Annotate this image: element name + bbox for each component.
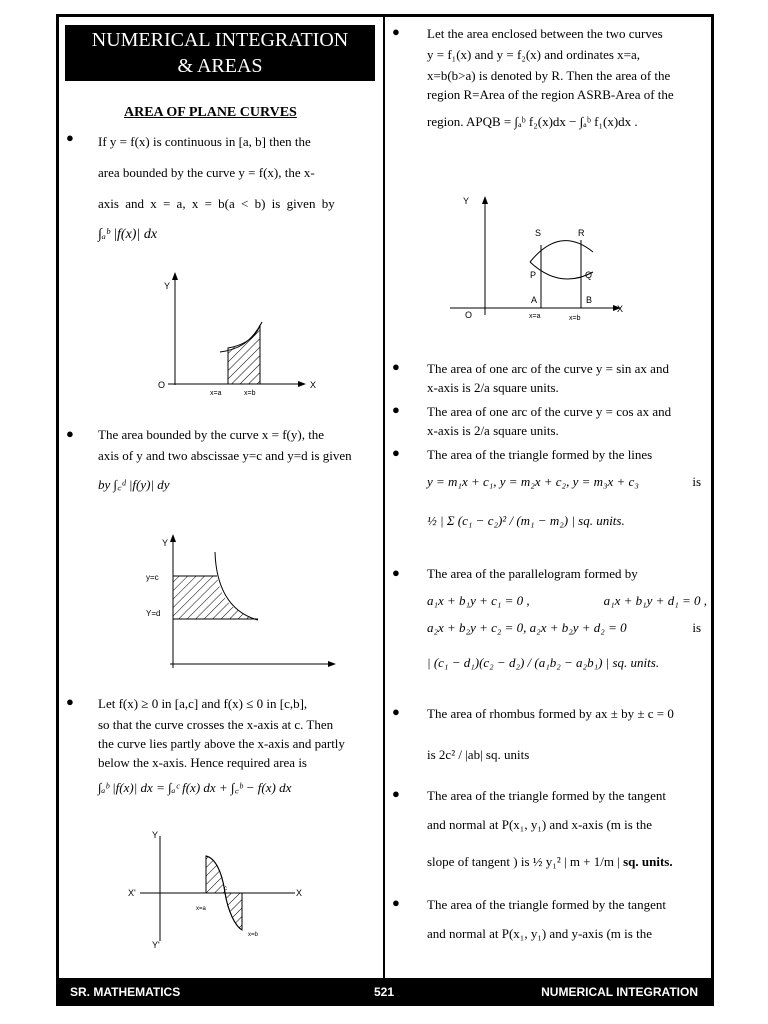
- shaded-region-above: [206, 856, 225, 893]
- left-para-1: [98, 132, 380, 244]
- y-axis-arrow: [482, 196, 488, 204]
- formula: region. APQB = ∫ₐᵇ f₂(x)dx − ∫ₐᵇ f₁(x)dx .: [427, 114, 638, 129]
- page-footer: [56, 978, 714, 1006]
- text-line: The area of the triangle formed by the lines: [427, 447, 653, 462]
- text-line: Let the area enclosed between the two curves: [427, 26, 663, 41]
- tick-label: x=b: [248, 932, 258, 938]
- text-fragment: is: [692, 620, 701, 635]
- text-line: the curve lies partly above the x-axis and partly: [98, 736, 345, 751]
- text-line: The area of one arc of the curve y = sin ax and: [427, 361, 669, 376]
- shaded-region: [173, 576, 258, 619]
- bullet-icon: ●: [392, 565, 400, 580]
- text-line: Let f(x) ≥ 0 in [a,c] and f(x) ≤ 0 in [c,b],: [98, 696, 308, 711]
- shaded-region-below: [225, 893, 242, 930]
- bullet-icon: ●: [66, 694, 74, 709]
- formula: a₁x + b₁y + d₁ = 0 ,: [603, 593, 707, 608]
- axis-label: Y: [463, 196, 470, 206]
- text-line: The area of one arc of the curve y = cos ax and: [427, 404, 672, 419]
- page-number: 521: [374, 985, 395, 999]
- origin-label: O: [158, 380, 166, 390]
- tick-label: x=a: [196, 906, 206, 912]
- text-line: y = f₁(x) and y = f₂(x) and ordinates x=a,: [427, 47, 640, 62]
- right-para-1: [427, 24, 707, 131]
- tick-label: Y=d: [146, 609, 161, 618]
- curve-f2: [530, 241, 593, 262]
- origin-label: O: [465, 310, 473, 320]
- title-line-2: & AREAS: [177, 55, 263, 77]
- bullet-icon: ●: [392, 704, 400, 719]
- axis-label: Y: [152, 830, 159, 840]
- text-fragment: sq. units.: [623, 854, 673, 869]
- bullet-icon: ●: [392, 895, 400, 910]
- bullet-icon: ●: [392, 359, 400, 374]
- tick-label: x=a: [210, 390, 222, 397]
- formula: slope of tangent ) is ½ y₁² | m + 1/m |: [427, 854, 620, 869]
- point-label: S: [535, 228, 542, 238]
- text-line: axis and x = a, x = b(a < b) is given by: [98, 196, 335, 211]
- bullet-icon: ●: [66, 426, 74, 441]
- text-line: region R=Area of the region ASRB-Area of the: [427, 87, 674, 102]
- axis-label: Y': [152, 940, 160, 950]
- right-para-4: [427, 445, 707, 530]
- text-line: so that the curve crosses the x-axis at c. Then: [98, 717, 334, 732]
- point-label: Q: [585, 270, 593, 280]
- point-label: R: [578, 228, 585, 238]
- text-line: The area of the parallelogram formed by: [427, 566, 638, 581]
- bullet-icon: ●: [392, 786, 400, 801]
- section-heading: AREA OF PLANE CURVES: [124, 105, 297, 120]
- tick-label: x=b: [244, 390, 256, 397]
- text-line: The area of the triangle formed by the tangent: [427, 897, 666, 912]
- text-line: The area bounded by the curve x = f(y), the: [98, 427, 325, 442]
- formula: ∫ₐᵇ |f(x)| dx: [98, 227, 158, 242]
- formula: a₂x + b₂y + c₂ = 0, a₂x + b₂y + d₂ = 0: [427, 620, 627, 635]
- bullet-icon: ●: [392, 24, 400, 39]
- footer-right: NUMERICAL INTEGRATION: [541, 985, 698, 999]
- tick-label: c: [224, 886, 227, 892]
- left-para-2: [98, 425, 380, 494]
- right-para-7: [427, 786, 707, 871]
- point-label: P: [530, 270, 537, 280]
- graph-between-curves: [445, 190, 635, 325]
- left-para-3: [98, 694, 380, 797]
- formula: ∫ₐᵇ |f(x)| dx = ∫ₐᶜ f(x) dx + ∫꜀ᵇ − f(x) dx: [98, 780, 292, 795]
- column-divider: [383, 14, 385, 978]
- right-para-5: [427, 564, 707, 672]
- bullet-icon: ●: [392, 445, 400, 460]
- text-line: x-axis is 2/a square units.: [427, 423, 559, 438]
- axis-label: Y: [162, 538, 169, 548]
- tick-label: x=a: [529, 313, 541, 320]
- right-para-2: [427, 359, 707, 397]
- formula: y = m₁x + c₁, y = m₂x + c₂, y = m₃x + c₃: [427, 474, 639, 489]
- formula: by ∫꜀ᵈ |f(y)| dy: [98, 477, 170, 492]
- text-line: If y = f(x) is continuous in [a, b] then the: [98, 134, 311, 149]
- x-axis-arrow: [298, 381, 306, 387]
- formula: a₁x + b₁y + c₁ = 0 ,: [427, 593, 530, 608]
- formula: ½ | Σ (c₁ − c₂)² / (m₁ − m₂) | sq. units.: [427, 513, 625, 528]
- text-line: The area of the triangle formed by the tangent: [427, 788, 666, 803]
- point-label: A: [531, 295, 538, 305]
- text-line: The area of rhombus formed by ax ± by ± c = 0: [427, 706, 674, 721]
- axis-label: X: [310, 380, 317, 390]
- bullet-icon: ●: [66, 130, 74, 145]
- right-para-6: [427, 704, 707, 764]
- text-line: below the x-axis. Hence required area is: [98, 755, 307, 770]
- y-axis-arrow: [172, 272, 178, 280]
- y-axis-arrow: [170, 534, 176, 542]
- text-line: area bounded by the curve y = f(x), the x-: [98, 165, 315, 180]
- graph-area-y-axis: [140, 530, 350, 675]
- formula: is 2c² / |ab| sq. units: [427, 747, 530, 762]
- tick-label: x=b: [569, 315, 581, 322]
- title-line-1: NUMERICAL INTEGRATION: [91, 29, 349, 51]
- bullet-icon: ●: [392, 402, 400, 417]
- tick-label: y=c: [146, 573, 159, 582]
- page-title: [65, 25, 375, 81]
- right-para-8: [427, 895, 707, 943]
- text-fragment: is: [692, 474, 701, 489]
- point-label: B: [586, 295, 593, 305]
- right-para-3: [427, 402, 707, 440]
- text-line: x-axis is 2/a square units.: [427, 380, 559, 395]
- axis-label: X': [128, 888, 136, 898]
- axis-label: Y: [164, 281, 171, 291]
- graph-area-under-curve: [150, 270, 320, 400]
- text-line: and normal at P(x₁, y₁) and x-axis (m is the: [427, 817, 652, 832]
- text-line: and normal at P(x₁, y₁) and y-axis (m is the: [427, 926, 652, 941]
- x-axis-arrow: [328, 661, 336, 667]
- footer-left: SR. MATHEMATICS: [70, 985, 181, 999]
- shaded-region: [228, 325, 260, 384]
- text-line: axis of y and two abscissae y=c and y=d is given: [98, 448, 352, 463]
- text-line: x=b(b>a) is denoted by R. Then the area of the: [427, 68, 671, 83]
- axis-label: X: [617, 304, 624, 314]
- curve-f1: [530, 262, 593, 279]
- graph-crossing-curve: [120, 826, 320, 954]
- axis-label: X: [296, 888, 303, 898]
- formula: | (c₁ − d₁)(c₂ − d₂) / (a₁b₂ − a₂b₁) | sq. units.: [427, 655, 660, 670]
